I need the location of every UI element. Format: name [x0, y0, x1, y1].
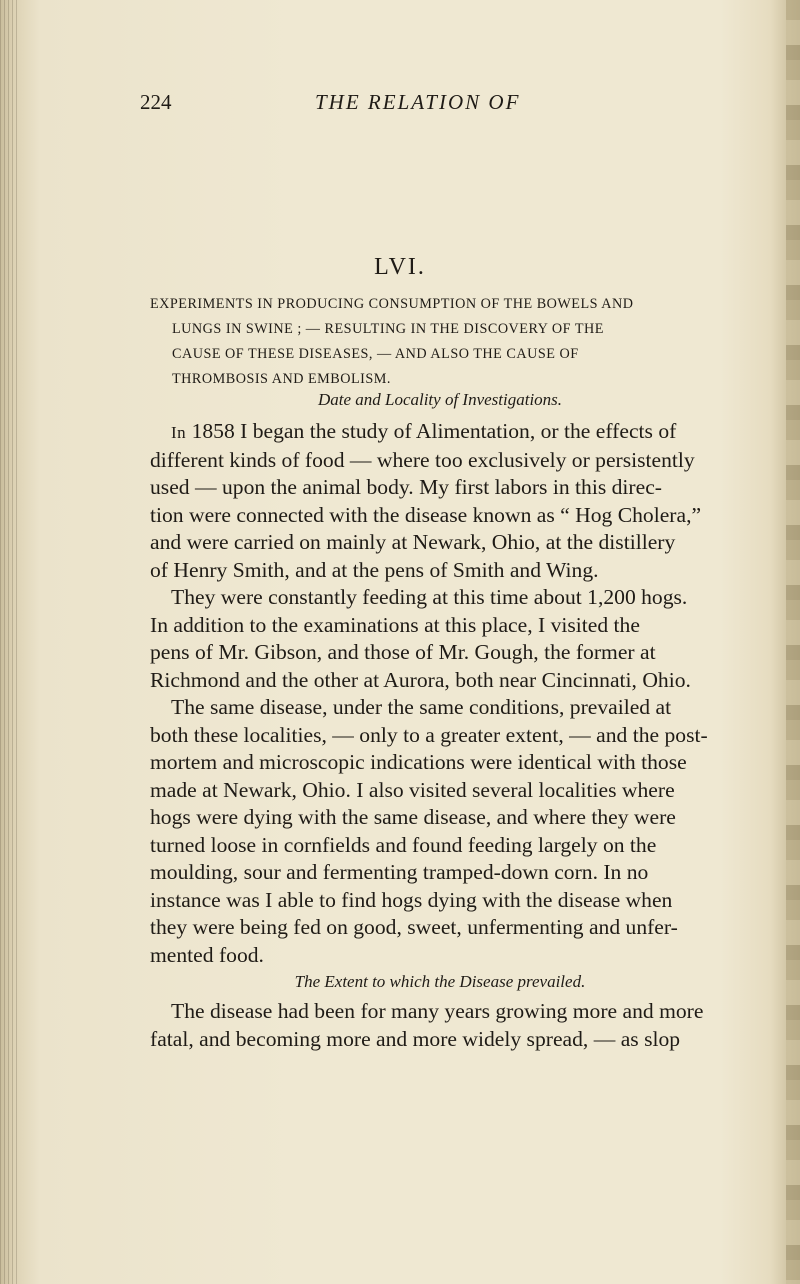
text-line: instance was I able to find hogs dying with the disease when [150, 887, 673, 912]
text-line: mortem and microscopic indications were identical with those [150, 750, 687, 774]
text-line: The disease had been for many years growing more and more [171, 999, 704, 1023]
text-line: fatal, and becoming more and more widely spread, — as slop [150, 1026, 681, 1051]
chapter-number: LVI. [374, 254, 426, 280]
text-line: mented food. [150, 942, 264, 967]
text-line: used — upon the animal body. My first labors in this direc- [150, 475, 662, 499]
text-line: hogs were dying with the same disease, and where they were [150, 805, 676, 829]
running-title: THE RELATION OF [315, 90, 521, 114]
running-head [140, 90, 660, 120]
chapter-title-line: CAUSE OF THESE DISEASES, — AND ALSO THE CAUSE OF [172, 346, 579, 362]
text-line: made at Newark, Ohio. I also visited several localities where [150, 777, 675, 802]
text-line: and were carried on mainly at Newark, Ohio, at the distillery [150, 530, 676, 554]
text-line-content: 1858 I began the study of Alimentation, or the effects of [186, 419, 677, 443]
text-line: of Henry Smith, and at the pens of Smith and Wing. [150, 557, 599, 582]
text-line: different kinds of food — where too exclusively or persistently [150, 447, 695, 472]
section-subheading: The Extent to which the Disease prevailed. [294, 972, 586, 991]
text-line: They were constantly feeding at this time about 1,200 hogs. [171, 585, 688, 609]
body-text [150, 418, 740, 969]
page-edge [786, 0, 800, 1284]
binding-gutter [0, 0, 18, 1284]
text-line: Richmond and the other at Aurora, both near Cincinnati, Ohio. [150, 667, 691, 692]
text-line: tion were connected with the disease known as “ Hog Cholera,” [150, 502, 702, 527]
lead-in-word: In [171, 423, 187, 442]
text-line: both these localities, — only to a greater extent, — and the post- [150, 722, 708, 747]
chapter-title-line: LUNGS IN SWINE ; — RESULTING IN THE DISCOVERY OF THE [172, 321, 604, 337]
chapter-title [150, 292, 730, 392]
section-subheading: Date and Locality of Investigations. [317, 390, 563, 409]
page-number: 224 [140, 90, 172, 114]
chapter-title-line: THROMBOSIS AND EMBOLISM. [172, 371, 391, 387]
text-line: turned loose in cornfields and found feeding largely on the [150, 832, 657, 857]
text-line: moulding, sour and fermenting tramped-down corn. In no [150, 860, 649, 884]
text-line: The same disease, under the same conditions, prevailed at [171, 695, 672, 719]
body-text [150, 998, 740, 1053]
text-line: pens of Mr. Gibson, and those of Mr. Gough, the former at [150, 640, 656, 664]
text-line: In addition to the examinations at this place, I visited the [150, 612, 640, 637]
chapter-title-line: EXPERIMENTS IN PRODUCING CONSUMPTION OF THE BOWELS AND [150, 296, 634, 312]
text-line [150, 418, 740, 447]
text-line: they were being fed on good, sweet, unfermenting and unfer- [150, 915, 678, 939]
